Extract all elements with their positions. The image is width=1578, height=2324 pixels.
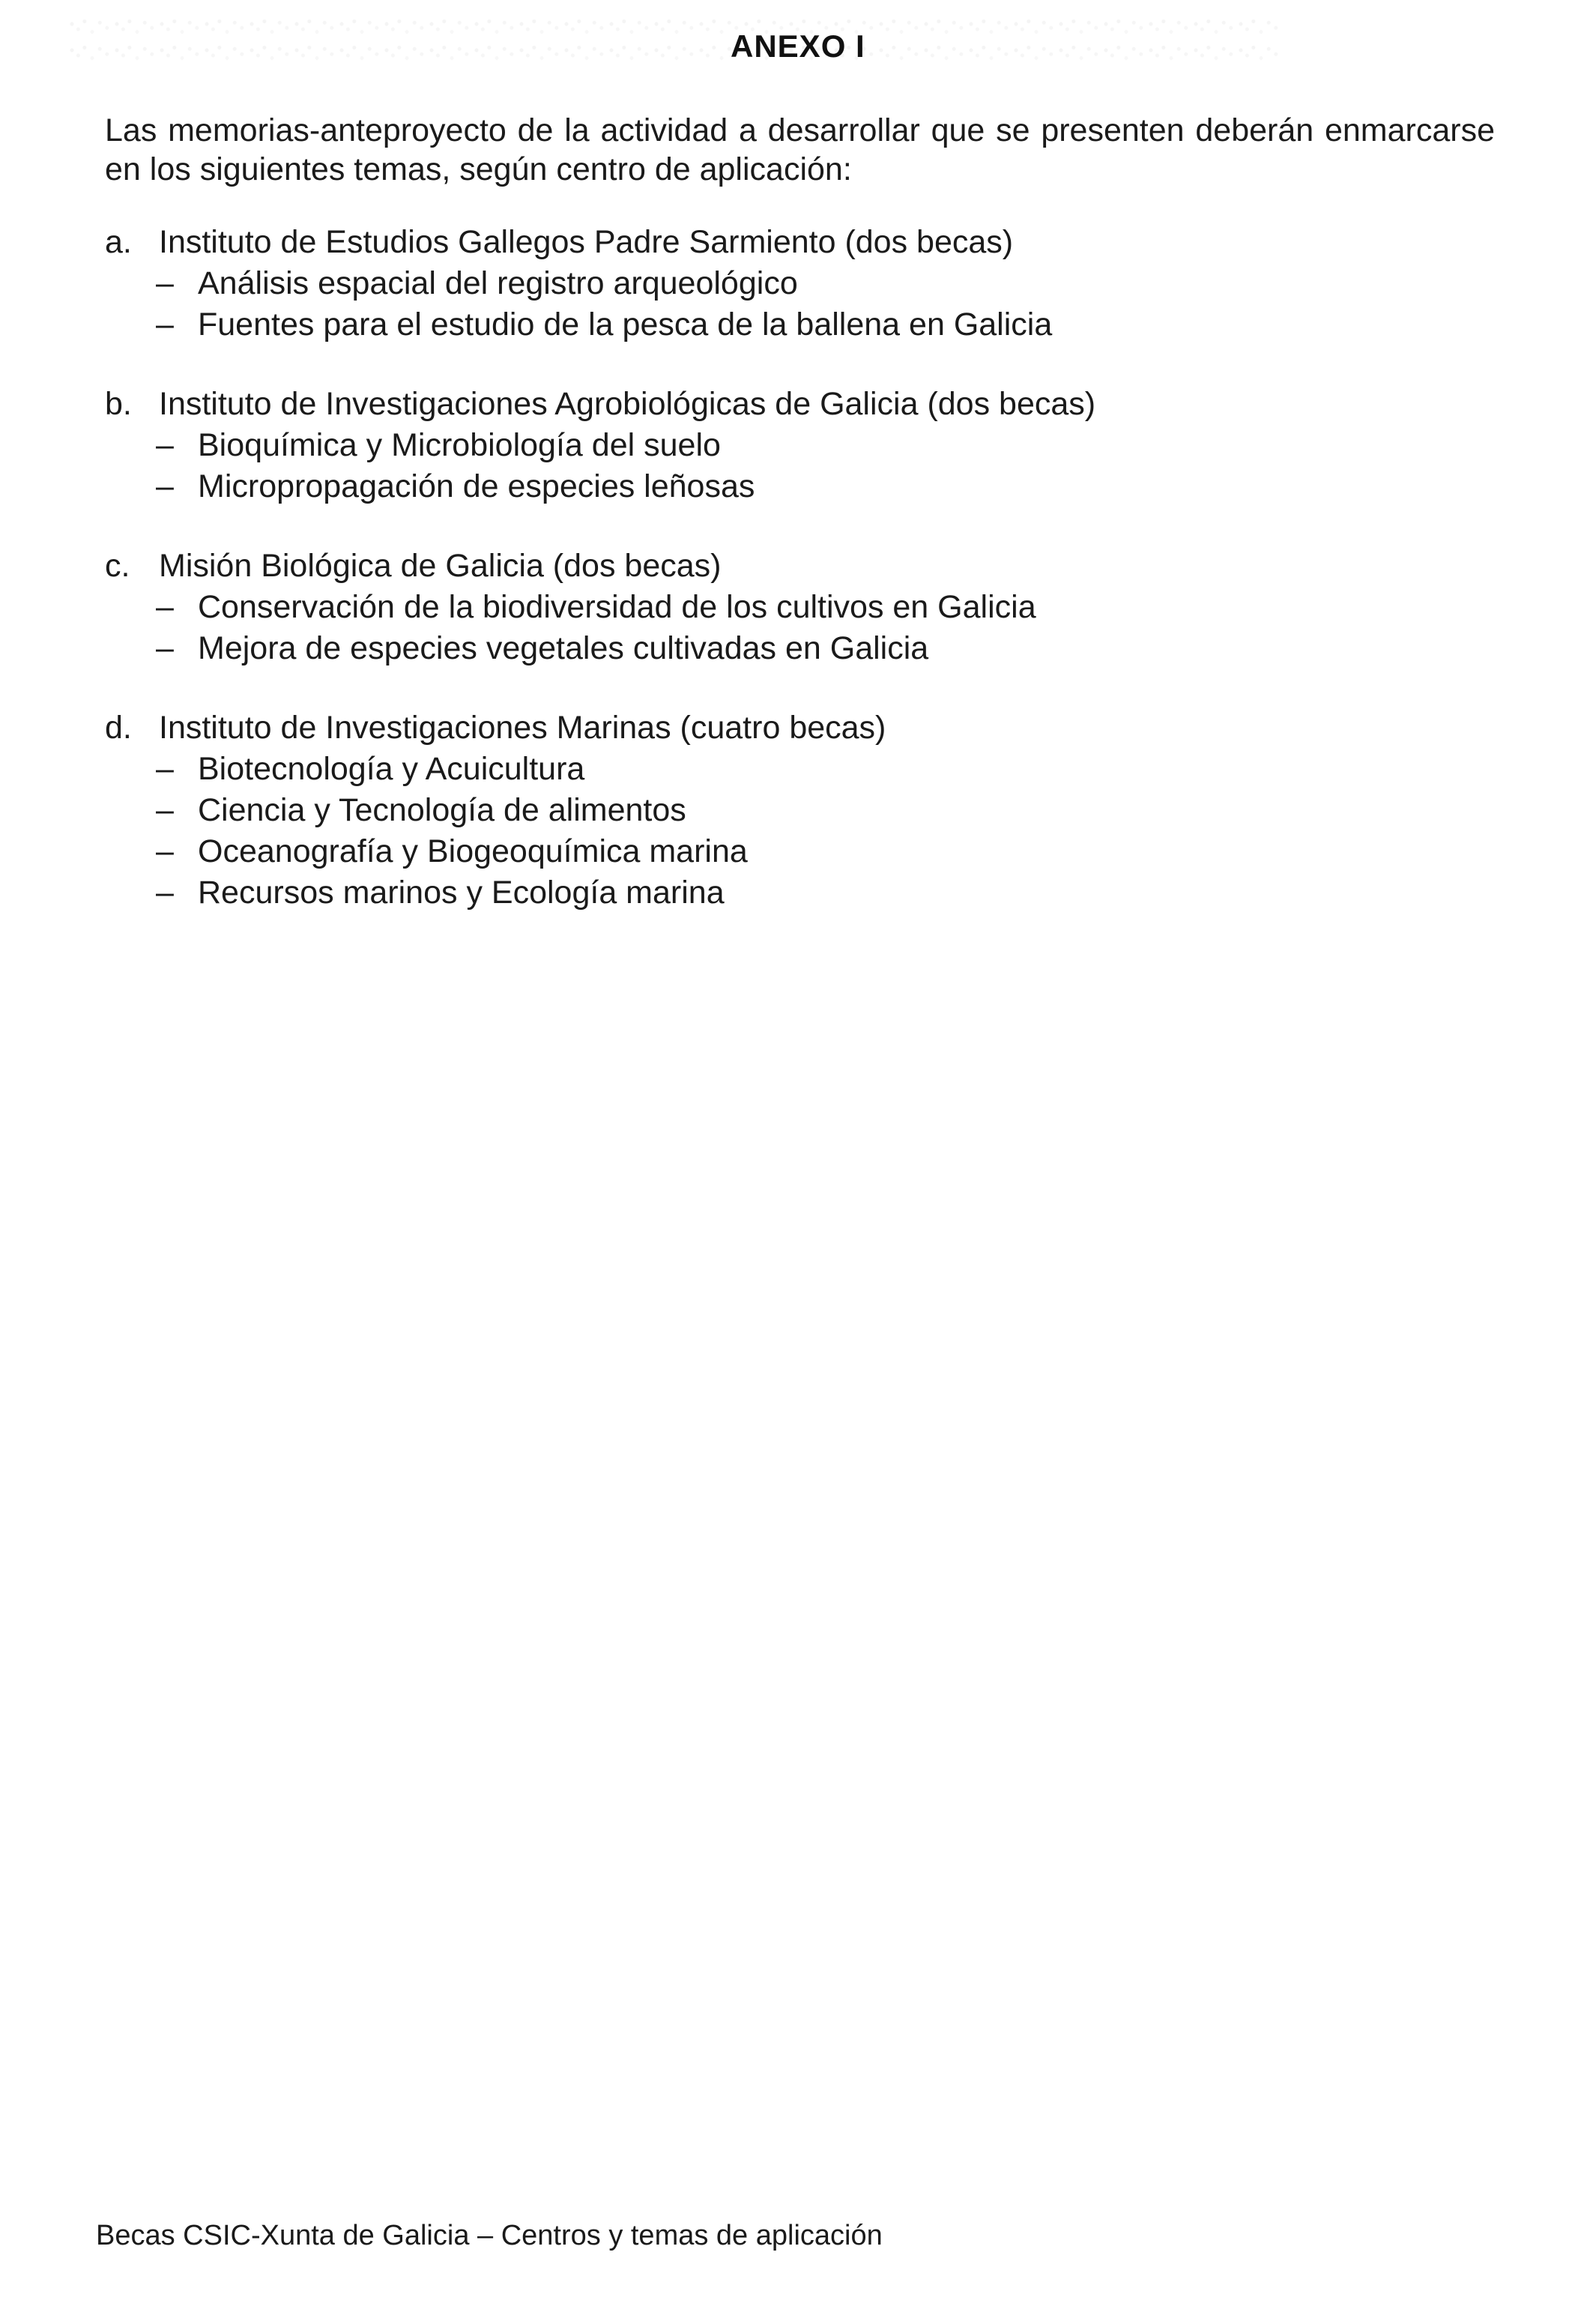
dash-bullet: – <box>156 792 174 828</box>
topic-item <box>105 628 1454 669</box>
dash-bullet: – <box>156 833 174 869</box>
topic-text: Micropropagación de especies leñosas <box>198 468 755 504</box>
dash-bullet: – <box>156 307 174 342</box>
page-footer: Becas CSIC-Xunta de Galicia – Centros y temas de aplicación <box>96 2220 883 2251</box>
topic-item <box>105 263 1454 304</box>
center-name: Misión Biológica de Galicia (dos becas) <box>159 548 722 584</box>
topic-text: Recursos marinos y Ecología marina <box>198 875 725 911</box>
center-name: Instituto de Investigaciones Marinas (cuatro becas) <box>159 710 886 746</box>
dash-bullet: – <box>156 468 174 504</box>
section-heading <box>105 222 1454 263</box>
topic-item <box>105 749 1454 790</box>
dash-bullet: – <box>156 265 174 301</box>
section-c <box>105 546 1454 669</box>
topic-item <box>105 466 1454 507</box>
dash-bullet: – <box>156 427 174 463</box>
section-letter: d. <box>105 710 132 746</box>
topic-text: Análisis espacial del registro arqueológico <box>198 265 798 301</box>
topic-text: Mejora de especies vegetales cultivadas en Galicia <box>198 630 929 666</box>
section-letter: c. <box>105 548 130 584</box>
topic-text: Bioquímica y Microbiología del suelo <box>198 427 721 463</box>
page-title: ANEXO I <box>731 28 865 64</box>
topic-text: Oceanografía y Biogeoquímica marina <box>198 833 748 869</box>
section-heading <box>105 384 1454 425</box>
topic-item <box>105 831 1454 872</box>
center-name: Instituto de Estudios Gallegos Padre Sarmiento (dos becas) <box>159 224 1014 260</box>
topic-text: Conservación de la biodiversidad de los cultivos en Galicia <box>198 589 1036 625</box>
dash-bullet: – <box>156 630 174 666</box>
scan-noise <box>67 13 1281 66</box>
topic-text: Fuentes para el estudio de la pesca de la ballena en Galicia <box>198 307 1053 342</box>
section-letter: b. <box>105 386 132 422</box>
dash-bullet: – <box>156 751 174 787</box>
center-name: Instituto de Investigaciones Agrobiológicas de Galicia (dos becas) <box>159 386 1096 422</box>
intro-paragraph: Las memorias-anteproyecto de la actividad a desarrollar que se presenten deberán enmarcarse en los siguientes temas, según centro de aplicación: <box>105 112 1495 187</box>
section-letter: a. <box>105 224 132 260</box>
topic-item <box>105 304 1454 345</box>
topic-text: Ciencia y Tecnología de alimentos <box>198 792 686 828</box>
topic-item <box>105 587 1454 628</box>
section-heading <box>105 707 1454 749</box>
topic-item <box>105 425 1454 466</box>
section-b <box>105 384 1454 507</box>
section-a <box>105 222 1454 345</box>
dash-bullet: – <box>156 589 174 625</box>
section-d <box>105 707 1454 914</box>
topic-text: Biotecnología y Acuicultura <box>198 751 585 787</box>
topic-item <box>105 872 1454 914</box>
section-heading <box>105 546 1454 587</box>
topic-item <box>105 790 1454 831</box>
dash-bullet: – <box>156 875 174 911</box>
